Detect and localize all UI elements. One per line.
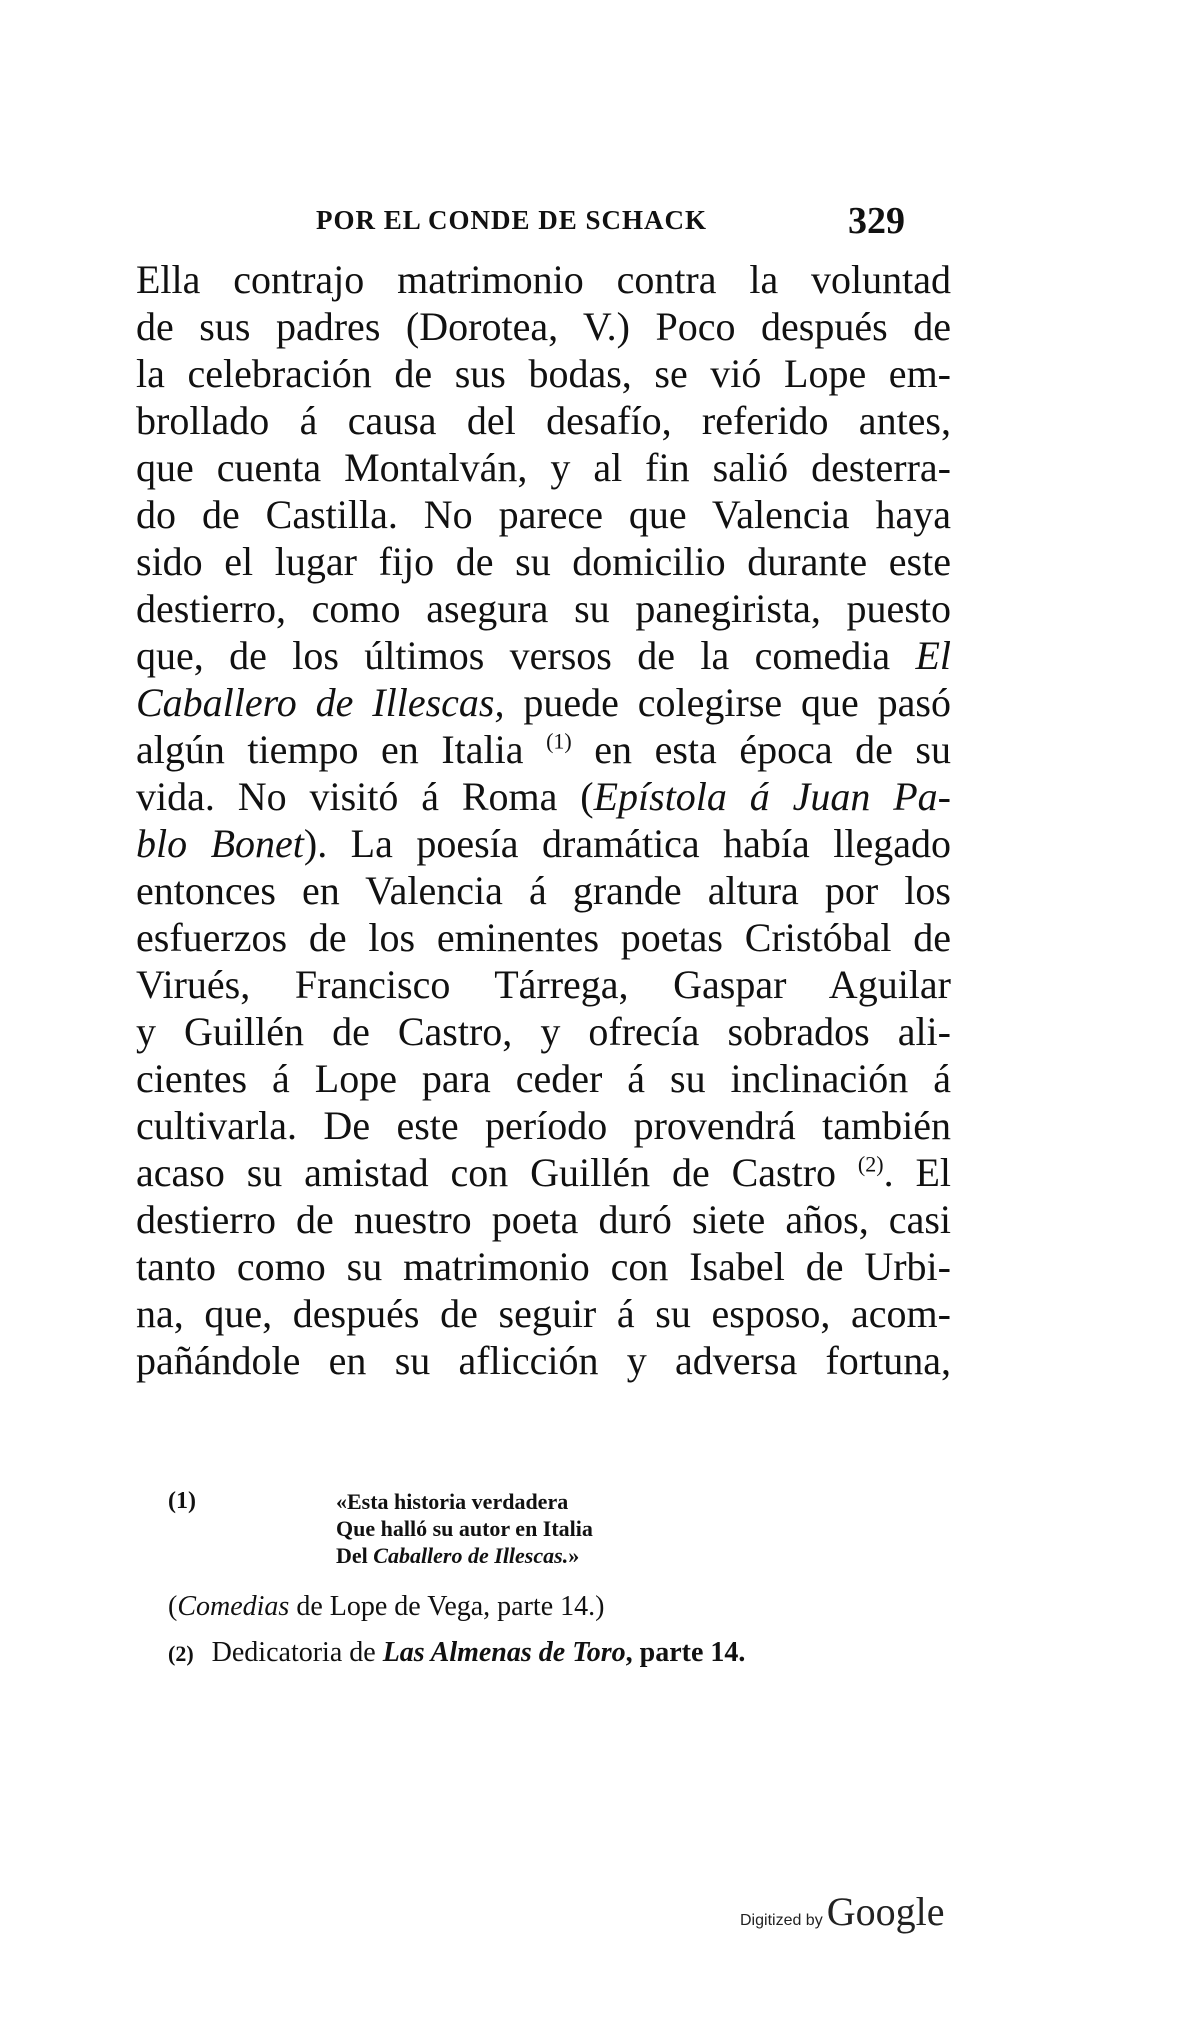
body-line-text: cultivarla. De este período provendrá también xyxy=(136,1103,951,1148)
body-line-text: Ella contrajo matrimonio contra la voluntad xyxy=(136,257,951,302)
body-line xyxy=(136,726,951,773)
running-head: POR EL CONDE DE SCHACK xyxy=(316,205,708,235)
body-line-text: y Guillén de Castro, y ofrecía sobrados ali- xyxy=(136,1009,951,1054)
body-line-text: en esta época de su xyxy=(571,727,951,772)
verse-line-3-post: » xyxy=(568,1543,580,1568)
body-line-text: entonces en Valencia á grande altura por los xyxy=(136,868,951,913)
footnotes xyxy=(168,1488,968,1675)
body-line xyxy=(136,1243,951,1290)
footnote-reference: (2) xyxy=(857,1151,884,1177)
footnote-2-title: Las Almenas de Toro xyxy=(382,1637,626,1668)
body-line xyxy=(136,538,951,585)
body-line-text: na, que, después de seguir á su esposo, acom- xyxy=(136,1291,951,1336)
verse-line-3-title: Caballero de Illescas. xyxy=(373,1543,569,1568)
body-line-text: sido el lugar fijo de su domicilio durante este xyxy=(136,539,951,584)
watermark-logo: Google xyxy=(826,1889,945,1934)
body-line-text: la celebración de sus bodas, se vió Lope em- xyxy=(136,351,951,396)
body-line xyxy=(136,303,951,350)
body-line-text: esfuerzos de los eminentes poetas Cristóbal de xyxy=(136,915,951,960)
body-line xyxy=(136,1337,951,1384)
body-line xyxy=(136,820,951,867)
body-line xyxy=(136,1290,951,1337)
footnote-2-marker: (2) xyxy=(168,1641,194,1666)
body-line-text: acaso su amistad con Guillén de Castro xyxy=(136,1150,858,1195)
body-line xyxy=(136,1055,951,1102)
body-line xyxy=(136,914,951,961)
body-line xyxy=(136,491,951,538)
page-number: 329 xyxy=(848,200,905,242)
body-line xyxy=(136,1196,951,1243)
body-line xyxy=(136,773,951,820)
verse-line-1: «Esta historia verdadera xyxy=(336,1489,569,1514)
body-line-italic: Caballero de Illescas, xyxy=(136,680,505,725)
verse-line-2: Que halló su autor en Italia xyxy=(336,1516,593,1541)
body-line xyxy=(136,961,951,1008)
footnote-2 xyxy=(168,1632,968,1675)
body-line-text: que, de los últimos versos de la comedia xyxy=(136,633,916,678)
body-line xyxy=(136,585,951,632)
source-open: ( xyxy=(168,1591,178,1622)
body-line-text: pañándole en su aflicción y adversa fortuna, xyxy=(136,1338,951,1383)
footnote-1 xyxy=(168,1488,968,1576)
body-line xyxy=(136,867,951,914)
footnote-1-verse xyxy=(336,1488,593,1569)
verse-line-3 xyxy=(336,1542,593,1569)
footnote-2-pre: Dedicatoria de xyxy=(211,1637,383,1668)
body-line xyxy=(136,256,951,303)
body-line-italic: blo Bonet xyxy=(136,821,304,866)
footnote-2-post: , parte 14. xyxy=(625,1637,746,1668)
body-line-text: de sus padres (Dorotea, V.) Poco después de xyxy=(136,304,951,349)
body-line-text: puede colegirse que pasó xyxy=(504,680,951,725)
body-line xyxy=(136,444,951,491)
source-rest: de Lope de Vega, parte 14.) xyxy=(289,1591,605,1622)
body-line-italic: El xyxy=(915,633,951,678)
body-line-text: Virués, Francisco Tárrega, Gaspar Aguilar xyxy=(136,962,951,1007)
body-line xyxy=(136,632,951,679)
body-line-text: do de Castilla. No parece que Valencia haya xyxy=(136,492,951,537)
body-line-text: tanto como su matrimonio con Isabel de Urbi- xyxy=(136,1244,951,1289)
body-line-text: brollado á causa del desafío, referido antes, xyxy=(136,398,951,443)
body-line-text: destierro, como asegura su panegirista, puesto xyxy=(136,586,951,631)
digitized-watermark xyxy=(740,1888,944,1935)
body-line-text: vida. No visitó á Roma ( xyxy=(136,774,594,819)
body-line xyxy=(136,397,951,444)
footnote-1-source xyxy=(168,1586,968,1628)
body-line-text: ). La poesía dramática había llegado xyxy=(303,821,951,866)
body-line xyxy=(136,679,951,726)
body-line xyxy=(136,350,951,397)
body-line-text: que cuenta Montalván, y al fin salió desterra- xyxy=(136,445,951,490)
source-title: Comedias xyxy=(177,1591,290,1622)
body-text xyxy=(136,256,951,1384)
body-line-text: . El xyxy=(883,1150,952,1195)
body-line-text: destierro de nuestro poeta duró siete años, casi xyxy=(136,1197,951,1242)
body-line xyxy=(136,1008,951,1055)
page-header xyxy=(0,200,1181,245)
body-line-italic: Epístola á Juan Pa- xyxy=(593,774,951,819)
body-line-text: algún tiempo en Italia xyxy=(136,727,547,772)
footnote-reference: (1) xyxy=(546,728,572,754)
footnote-1-marker: (1) xyxy=(168,1488,196,1514)
watermark-small: Digitized by xyxy=(740,1912,823,1929)
body-line xyxy=(136,1149,951,1196)
body-line xyxy=(136,1102,951,1149)
body-line-text: cientes á Lope para ceder á su inclinación á xyxy=(136,1056,951,1101)
verse-line-3-pre: Del xyxy=(336,1543,374,1568)
